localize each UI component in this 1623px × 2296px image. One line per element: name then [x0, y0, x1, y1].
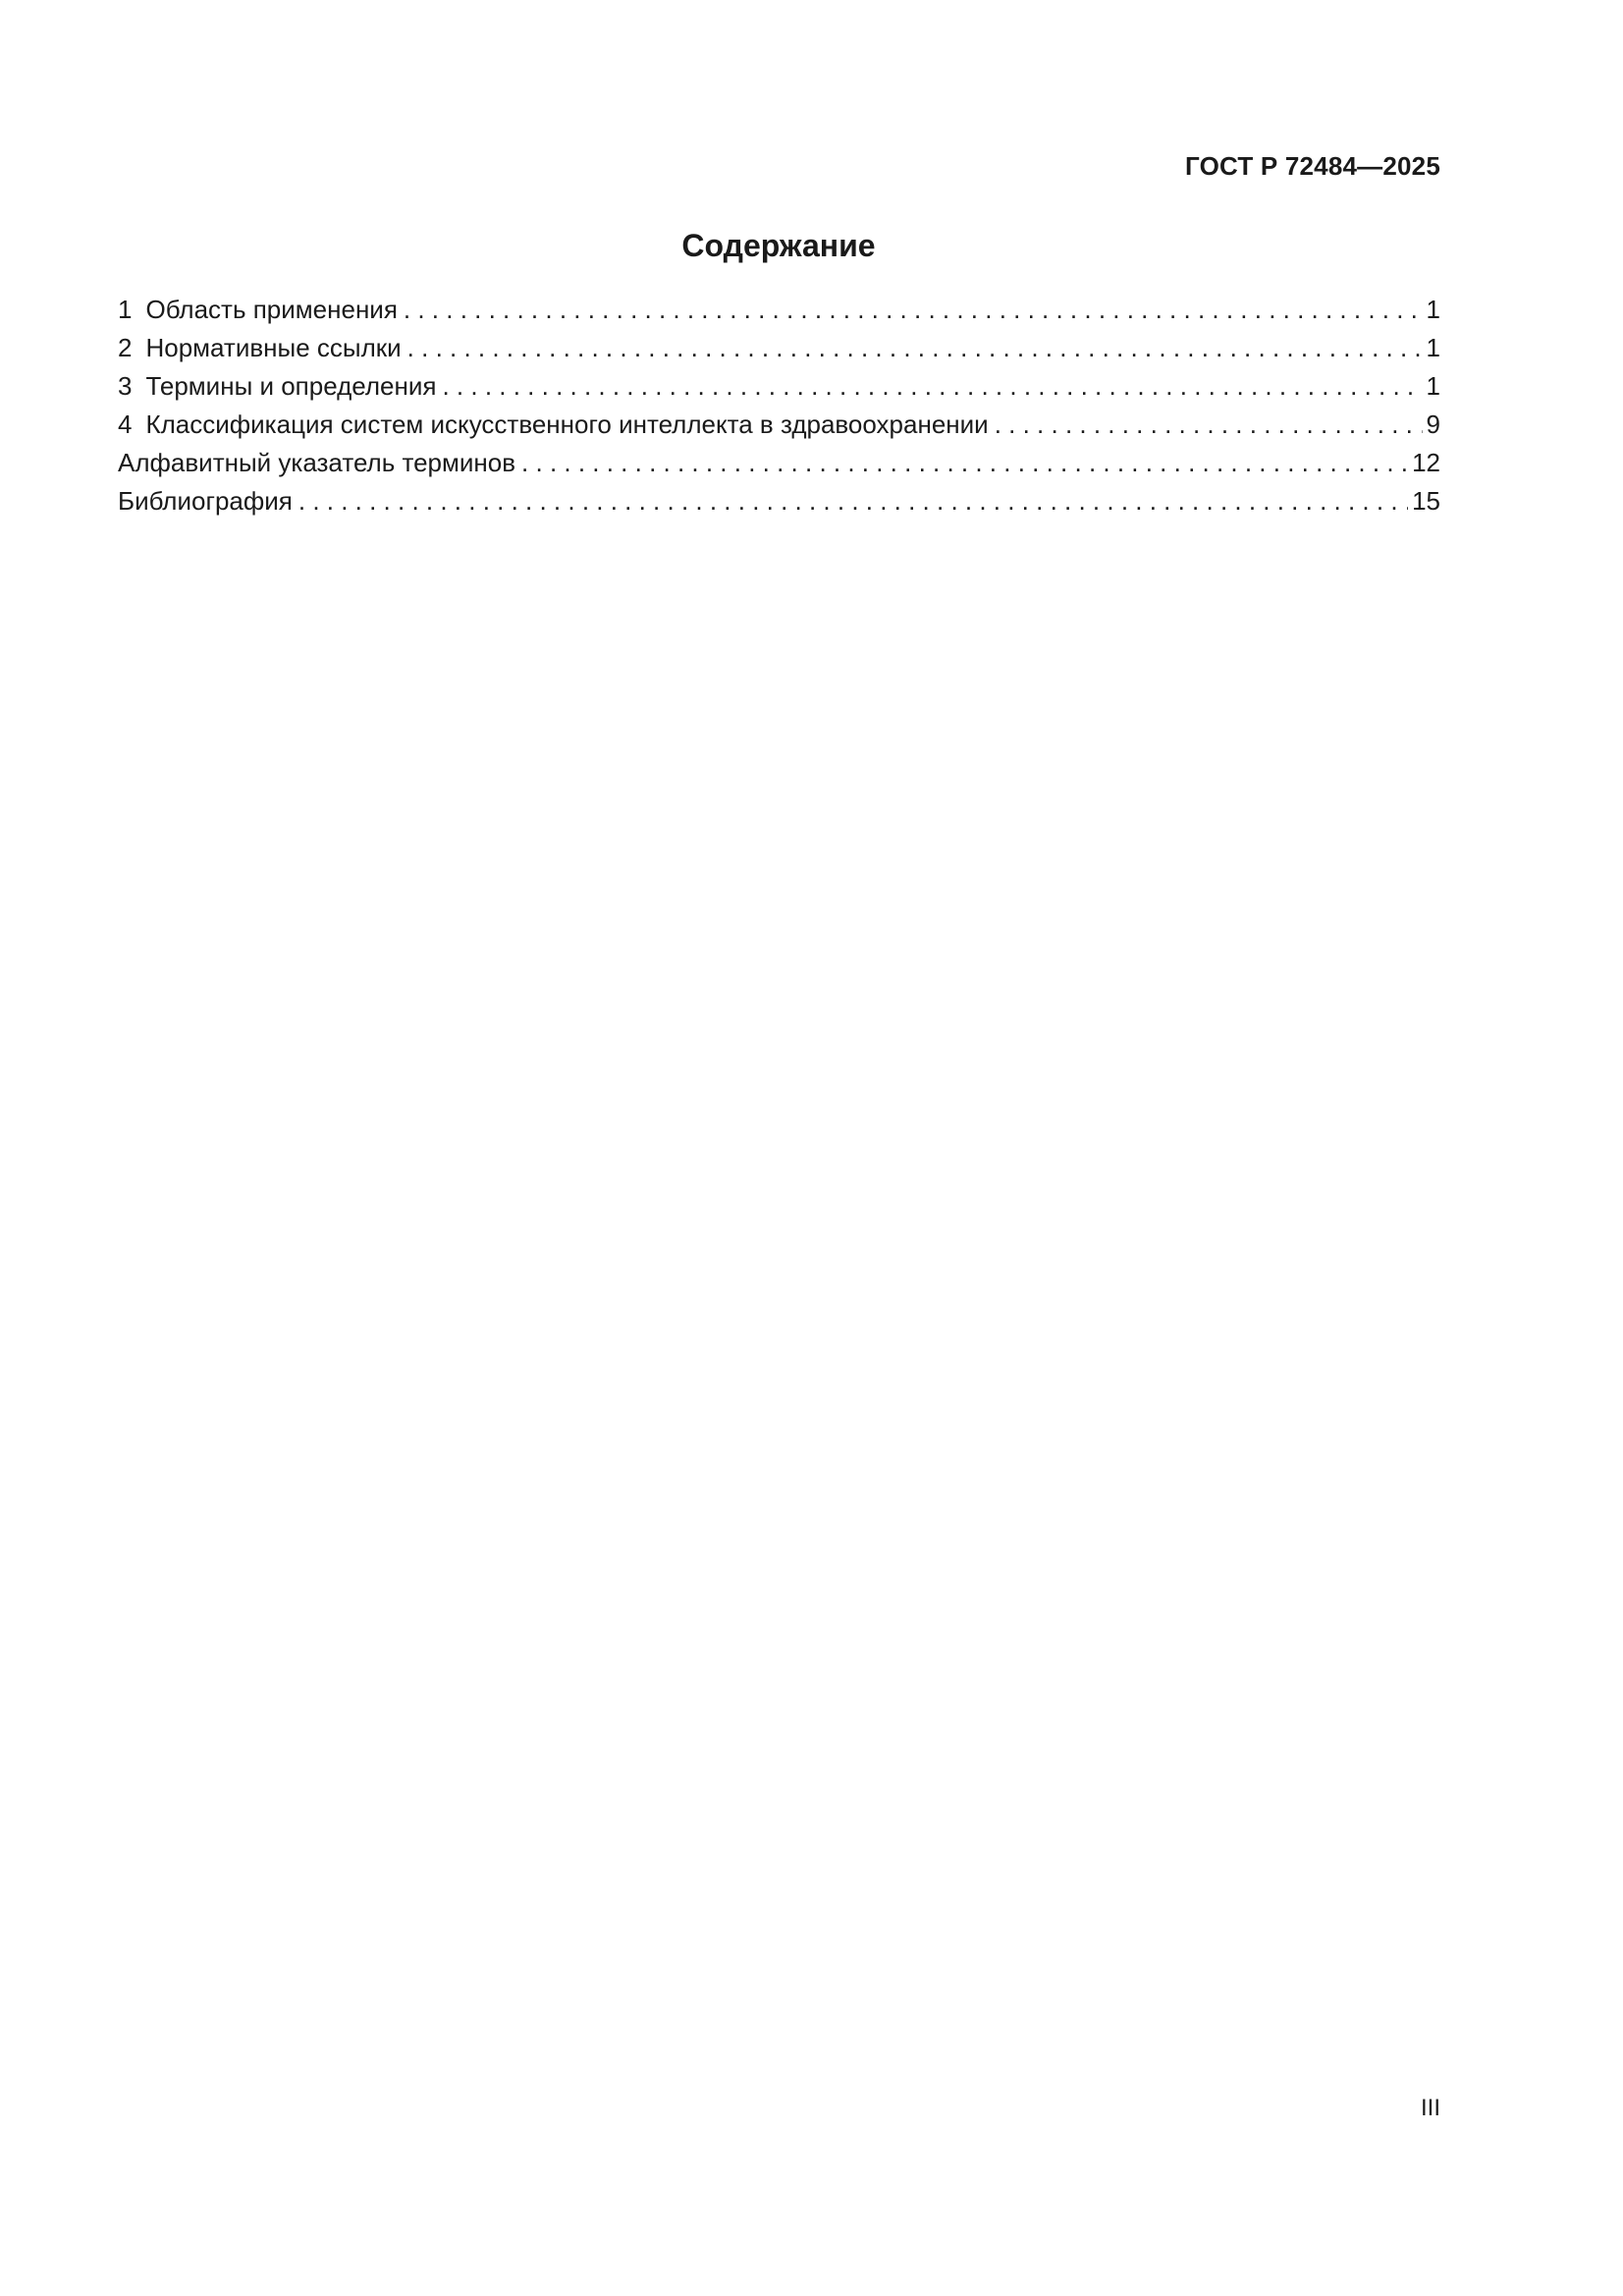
- toc-item-label: Алфавитный указатель терминов: [118, 448, 516, 477]
- toc-item-page: 12: [1412, 448, 1440, 477]
- toc-item-page: 15: [1412, 486, 1440, 516]
- toc-leader-dots: [404, 291, 1423, 329]
- toc-item-number: 1: [118, 295, 133, 324]
- toc-item-page: 1: [1426, 371, 1440, 401]
- toc-leader-dots: [521, 444, 1408, 482]
- toc-item-label: Нормативные ссылки: [145, 333, 402, 362]
- toc-item-page: 1: [1426, 333, 1440, 362]
- toc-item-alphabetical-index[interactable]: [118, 444, 1440, 482]
- toc-item-classification[interactable]: [118, 406, 1440, 444]
- toc-item-page: 1: [1426, 295, 1440, 324]
- toc-title: Содержание: [681, 228, 876, 263]
- page-number: III: [1420, 2095, 1440, 2121]
- toc-item-number: 4: [118, 410, 133, 439]
- document-code: ГОСТ Р 72484—2025: [1185, 151, 1440, 181]
- toc-leader-dots: [442, 367, 1422, 406]
- toc-item-number: 2: [118, 333, 133, 362]
- toc-item-normative-references[interactable]: [118, 329, 1440, 367]
- toc-leader-dots: [298, 482, 1408, 520]
- table-of-contents: [118, 291, 1440, 520]
- toc-item-label: Классификация систем искусственного интеллекта в здравоохранении: [145, 410, 989, 439]
- toc-item-label: Область применения: [145, 295, 398, 324]
- toc-item-page: 9: [1426, 410, 1440, 439]
- toc-leader-dots: [995, 406, 1423, 444]
- toc-item-label: Библиография: [118, 486, 293, 516]
- toc-leader-dots: [407, 329, 1423, 367]
- toc-item-number: 3: [118, 371, 133, 401]
- toc-item-bibliography[interactable]: [118, 482, 1440, 520]
- toc-item-scope[interactable]: [118, 291, 1440, 329]
- toc-item-label: Термины и определения: [145, 371, 437, 401]
- toc-item-terms-definitions[interactable]: [118, 367, 1440, 406]
